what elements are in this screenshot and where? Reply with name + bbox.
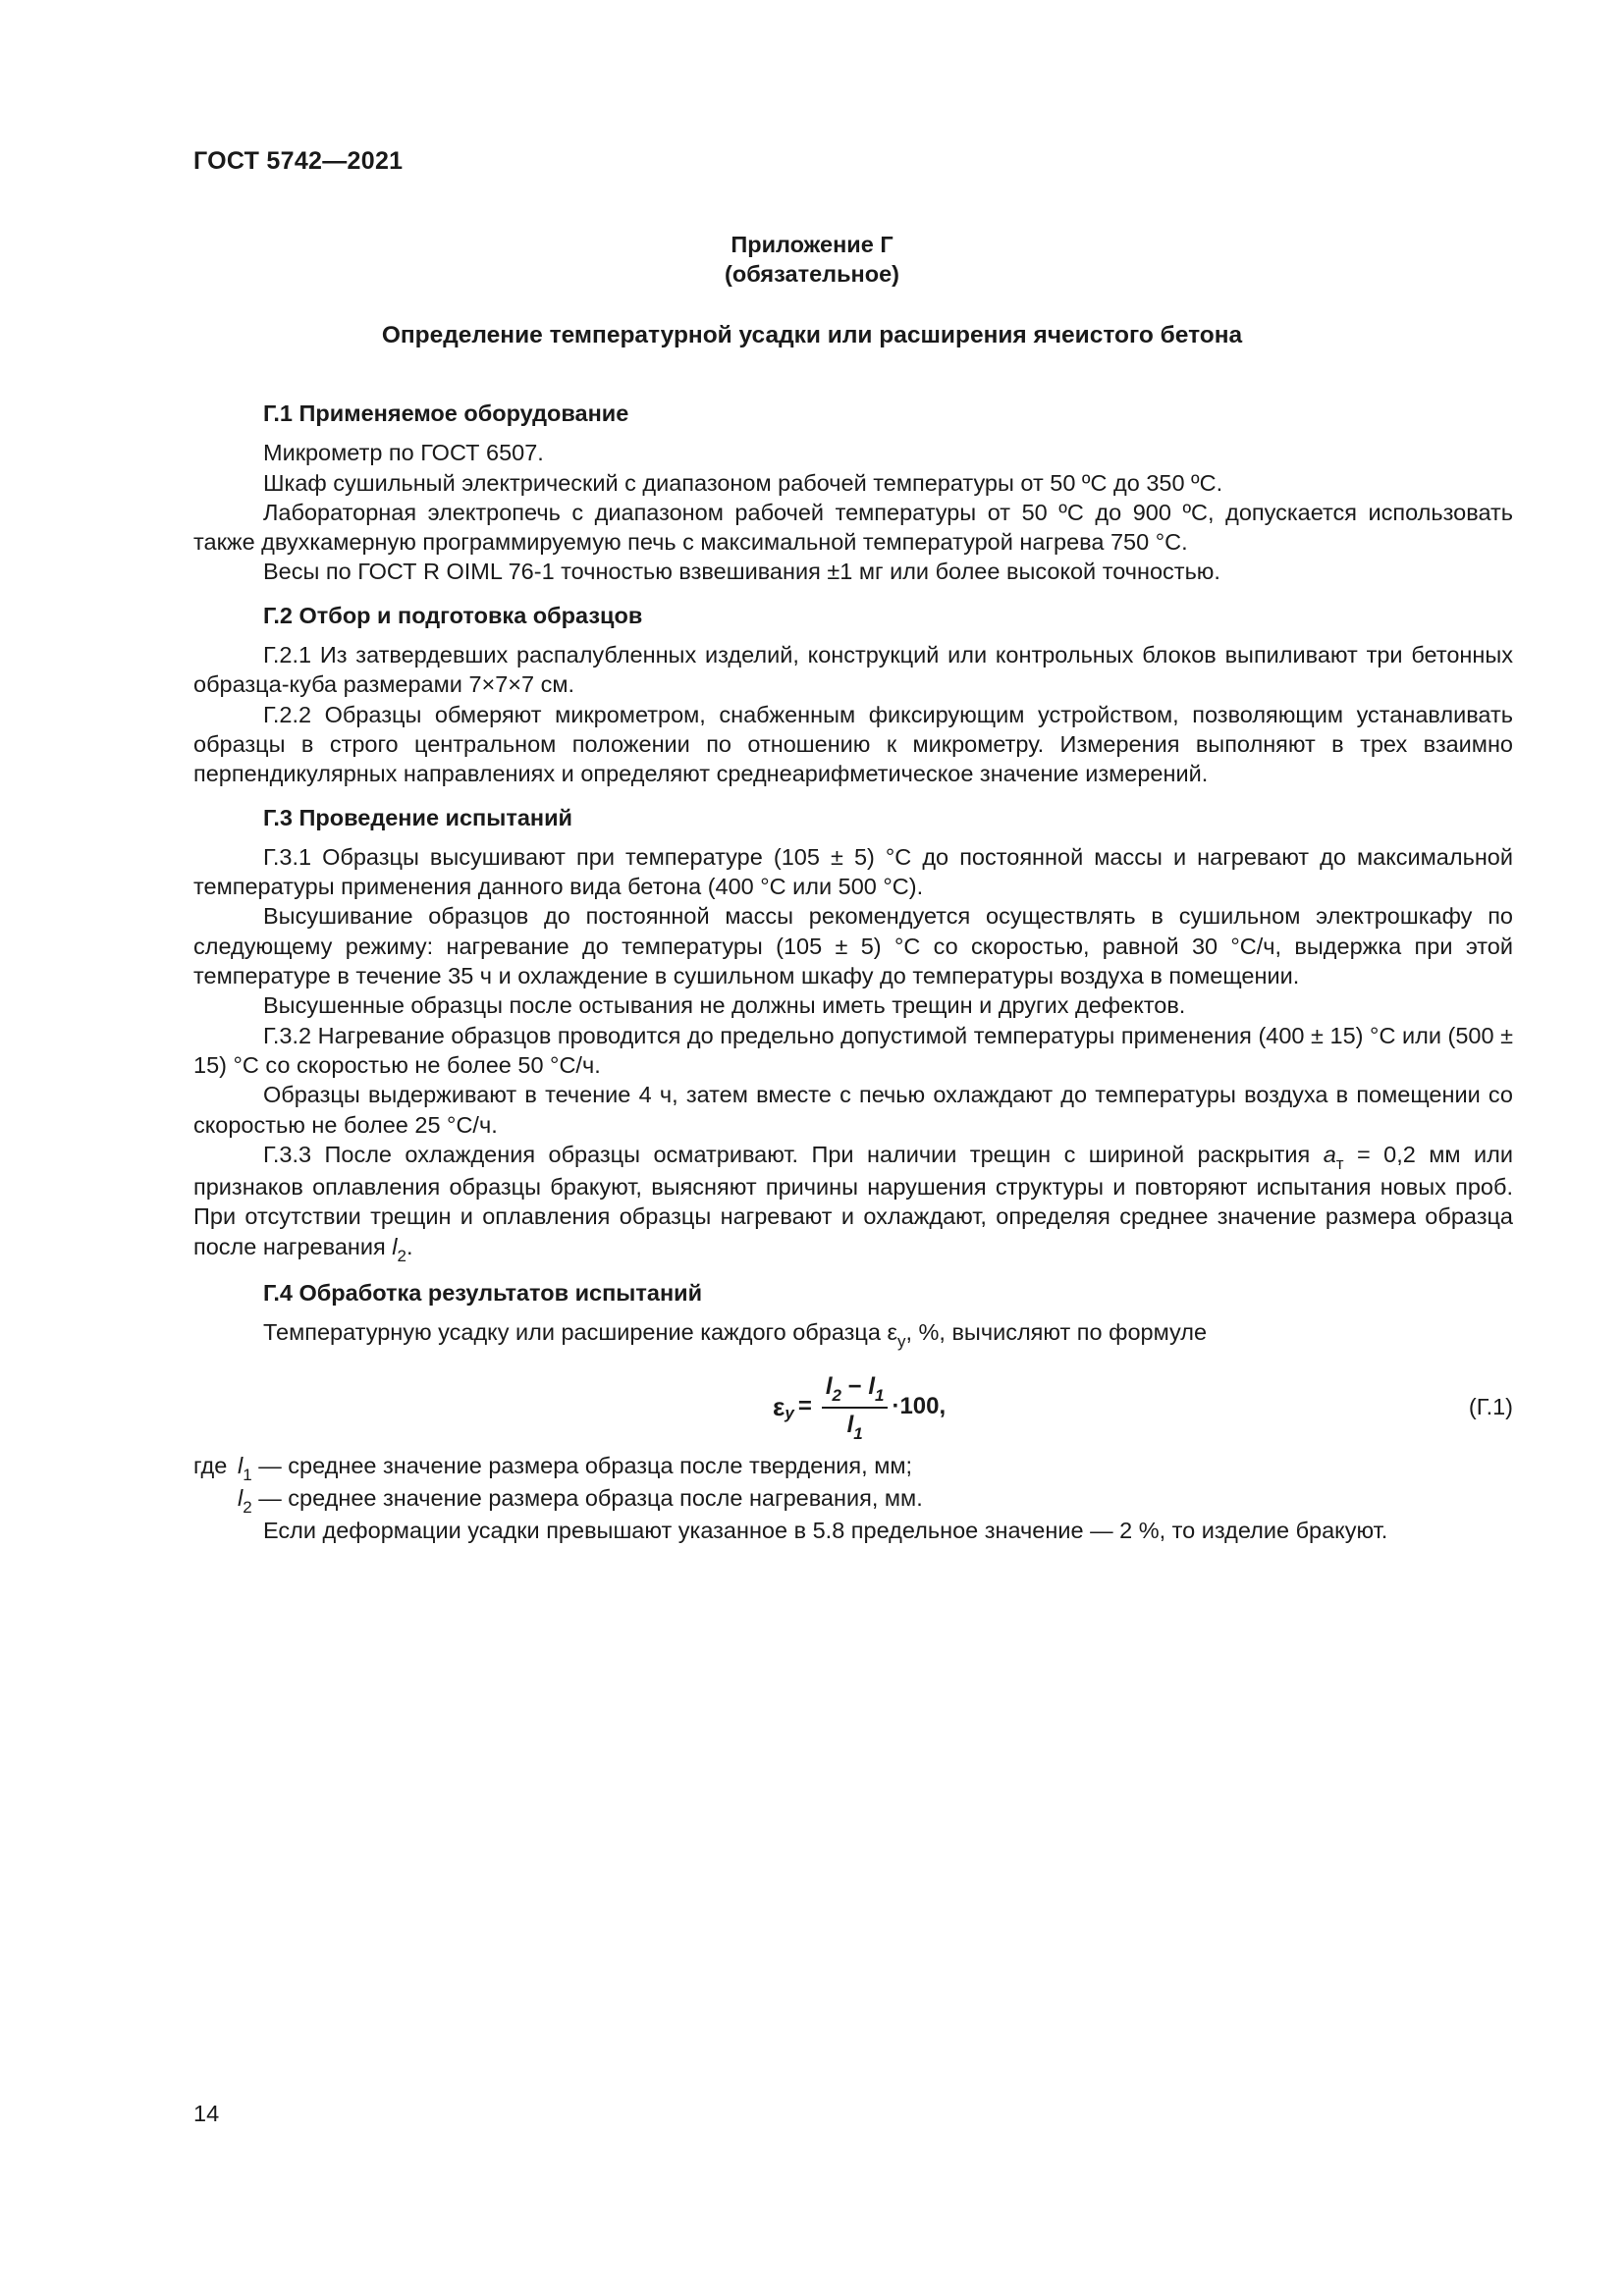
formula-equals: = bbox=[797, 1393, 812, 1420]
paragraph: Высушенные образцы после остывания не должны иметь трещин и других дефектов. bbox=[263, 992, 1186, 1019]
formula-multiplier: ·100, bbox=[892, 1393, 947, 1420]
formula-lhs-subscript: у bbox=[785, 1404, 794, 1423]
fraction-denominator bbox=[847, 1409, 863, 1442]
symbol-subscript: у bbox=[896, 1332, 906, 1352]
formula-g1 bbox=[773, 1364, 946, 1451]
definition-text bbox=[238, 1451, 912, 1483]
paragraph: Г.3.1 Образцы высушивают при температуре (105 ± 5) °С до постоянной массы и нагревают до максимальной температуры применения данного вида бетона (400 °С или 500 °С). bbox=[193, 843, 1513, 900]
text-run: , %, вычисляют по формуле bbox=[905, 1319, 1208, 1346]
text-run: Г.3.3 После охлаждения образцы осматривают. При наличии трещин с шириной раскрытия bbox=[263, 1141, 1324, 1167]
annex-heading bbox=[0, 230, 1624, 289]
numerator-subscript: 1 bbox=[875, 1385, 885, 1405]
paragraph: Г.2.2 Образцы обмеряют микрометром, снабженным фиксирующим устройством, позволяющим устанавливать образцы в строго центральном положении по отношению к микрометру. Измерения выполняют в трех взаимно перпендикулярных направлениях и определяют среднеарифметическое значение измерений. bbox=[193, 701, 1513, 787]
paragraph: Если деформации усадки превышают указанное в 5.8 предельное значение — 2 %, то изделие бракуют. bbox=[263, 1518, 1388, 1544]
paragraph: Шкаф сушильный электрический с диапазоном рабочей температуры от 50 ºС до 350 ºС. bbox=[263, 469, 1223, 496]
definition-row bbox=[193, 1483, 1513, 1516]
paragraph bbox=[193, 1317, 1513, 1350]
numerator-var: l bbox=[825, 1372, 833, 1400]
paragraph: Г.2.1 Из затвердевших распалубленных изделий, конструкций или контрольных блоков выпиливают три бетонных образца-куба размерами 7×7×7 см. bbox=[193, 642, 1513, 698]
formula-number: (Г.1) bbox=[1468, 1394, 1513, 1420]
annex-label: Приложение Г bbox=[731, 232, 893, 257]
variable-l: l bbox=[392, 1233, 398, 1259]
formula-lhs: ε bbox=[773, 1392, 785, 1422]
formula-definitions bbox=[193, 1451, 1513, 1517]
numerator-var: l bbox=[868, 1372, 875, 1400]
annex-status: (обязательное) bbox=[725, 261, 899, 287]
text-run: . bbox=[406, 1233, 413, 1259]
gost-code-header: ГОСТ 5742—2021 bbox=[193, 147, 404, 175]
paragraph: Микрометр по ГОСТ 6507. bbox=[263, 440, 544, 466]
document-body bbox=[193, 399, 1513, 1546]
page-number: 14 bbox=[193, 2101, 220, 2126]
definition-desc: — среднее значение размера образца после нагревания, мм. bbox=[251, 1484, 923, 1511]
variable-subscript: 2 bbox=[397, 1246, 406, 1265]
definition-text bbox=[238, 1483, 923, 1516]
paragraph: Весы по ГОСТ R OIML 76-1 точностью взвешивания ±1 мг или более высокой точностью. bbox=[263, 559, 1220, 585]
definition-row bbox=[193, 1451, 1513, 1483]
paragraph: Лабораторная электропечь с диапазоном рабочей температуры от 50 ºС до 900 ºС, допускается использовать также двухкамерную программируемую печь с максимальной температурой нагрева 750 °С. bbox=[193, 499, 1513, 556]
formula-fraction bbox=[822, 1372, 889, 1443]
section-g1-heading: Г.1 Применяемое оборудование bbox=[263, 400, 629, 426]
section-g2-heading: Г.2 Отбор и подготовка образцов bbox=[263, 602, 643, 628]
definition-subscript: 1 bbox=[243, 1465, 252, 1484]
formula-block bbox=[193, 1364, 1513, 1451]
definition-subscript: 2 bbox=[243, 1497, 252, 1517]
variable-subscript: т bbox=[1335, 1153, 1344, 1173]
section-g4-heading: Г.4 Обработка результатов испытаний bbox=[263, 1280, 703, 1307]
paragraph: Образцы выдерживают в течение 4 ч, затем вместе с печью охлаждают до температуры воздуха в помещении со скоростью не более 25 °С/ч. bbox=[193, 1082, 1513, 1138]
annex-title: Определение температурной усадки или расширения ячеистого бетона bbox=[381, 322, 1243, 348]
fraction-numerator bbox=[822, 1372, 889, 1409]
denominator-var: l bbox=[846, 1412, 854, 1439]
definition-desc: — среднее значение размера образца после твердения, мм; bbox=[251, 1452, 913, 1478]
numerator-operator: − bbox=[840, 1372, 869, 1400]
denominator-subscript: 1 bbox=[853, 1424, 863, 1444]
numerator-subscript: 2 bbox=[832, 1385, 841, 1405]
variable-a: a bbox=[1323, 1141, 1336, 1167]
section-g3-heading: Г.3 Проведение испытаний bbox=[263, 804, 572, 830]
paragraph: Высушивание образцов до постоянной массы рекомендуется осуществлять в сушильном электрошкафу по следующему режиму: нагревание до температуры (105 ± 5) °С со скоростью, равной 30 °С/ч, выдержка при этой температуре в течение 35 ч и охлаждение в сушильном шкафу до температуры воздуха в помещении. bbox=[193, 903, 1513, 989]
paragraph bbox=[193, 1140, 1513, 1264]
definition-var: l bbox=[238, 1452, 244, 1478]
text-run: Температурную усадку или расширение каждого образца bbox=[263, 1319, 888, 1346]
paragraph: Г.3.2 Нагревание образцов проводится до предельно допустимой температуры применения (400 ± 15) °С или (500 ± 15) °С со скоростью не более 50 °С/ч. bbox=[193, 1022, 1513, 1078]
where-label: где bbox=[193, 1452, 228, 1478]
epsilon-symbol: ε bbox=[887, 1319, 897, 1346]
text-run: = 0,2 мм или признаков оплавления образцы бракуют, выясняют причины нарушения структуры и повторяют испытания новых проб. При отсутствии трещин и оплавления образцы нагревают и охлаждают, определяя среднее значение размера образца после нагревания bbox=[193, 1141, 1513, 1259]
definition-var: l bbox=[238, 1484, 244, 1511]
